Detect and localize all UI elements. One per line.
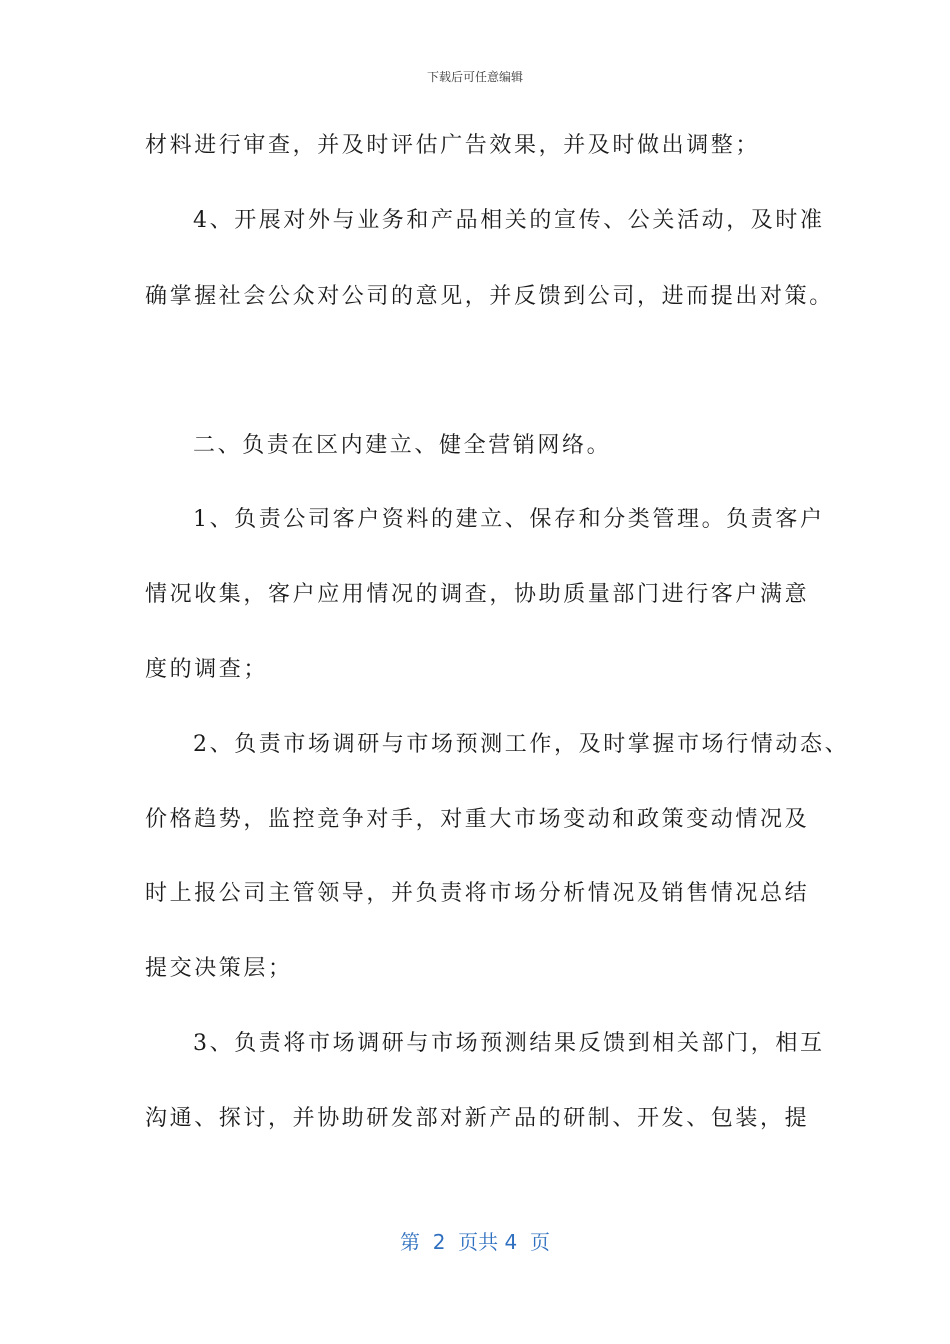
text-line: 材料进行审查，并及时评估广告效果，并及时做出调整； [145, 133, 761, 158]
section-heading: 二、负责在区内建立、健全营销网络。 [193, 433, 612, 458]
text-line: 确掌握社会公众对公司的意见，并反馈到公司，进而提出对策。 [145, 284, 834, 309]
text-line: 时上报公司主管领导，并负责将市场分析情况及销售情况总结 [145, 881, 810, 906]
text-line: 度的调查； [145, 657, 269, 682]
page-number-footer: 第 2 页共 4 页 [400, 1230, 550, 1254]
text-line: 4、开展对外与业务和产品相关的宣传、公关活动，及时准 [193, 208, 825, 233]
text-line: 提交决策层； [145, 956, 293, 981]
text-line: 1、负责公司客户资料的建立、保存和分类管理。负责客户 [193, 507, 825, 532]
text-line: 价格趋势，监控竞争对手，对重大市场变动和政策变动情况及 [145, 807, 810, 832]
header-note: 下载后可任意编辑 [426, 70, 523, 84]
text-line: 3、负责将市场调研与市场预测结果反馈到相关部门，相互 [193, 1031, 825, 1056]
text-line: 情况收集，客户应用情况的调查，协助质量部门进行客户满意 [145, 582, 810, 607]
text-line: 沟通、探讨，并协助研发部对新产品的研制、开发、包装，提 [145, 1106, 810, 1131]
text-line: 2、负责市场调研与市场预测工作，及时掌握市场行情动态、 [193, 732, 850, 757]
